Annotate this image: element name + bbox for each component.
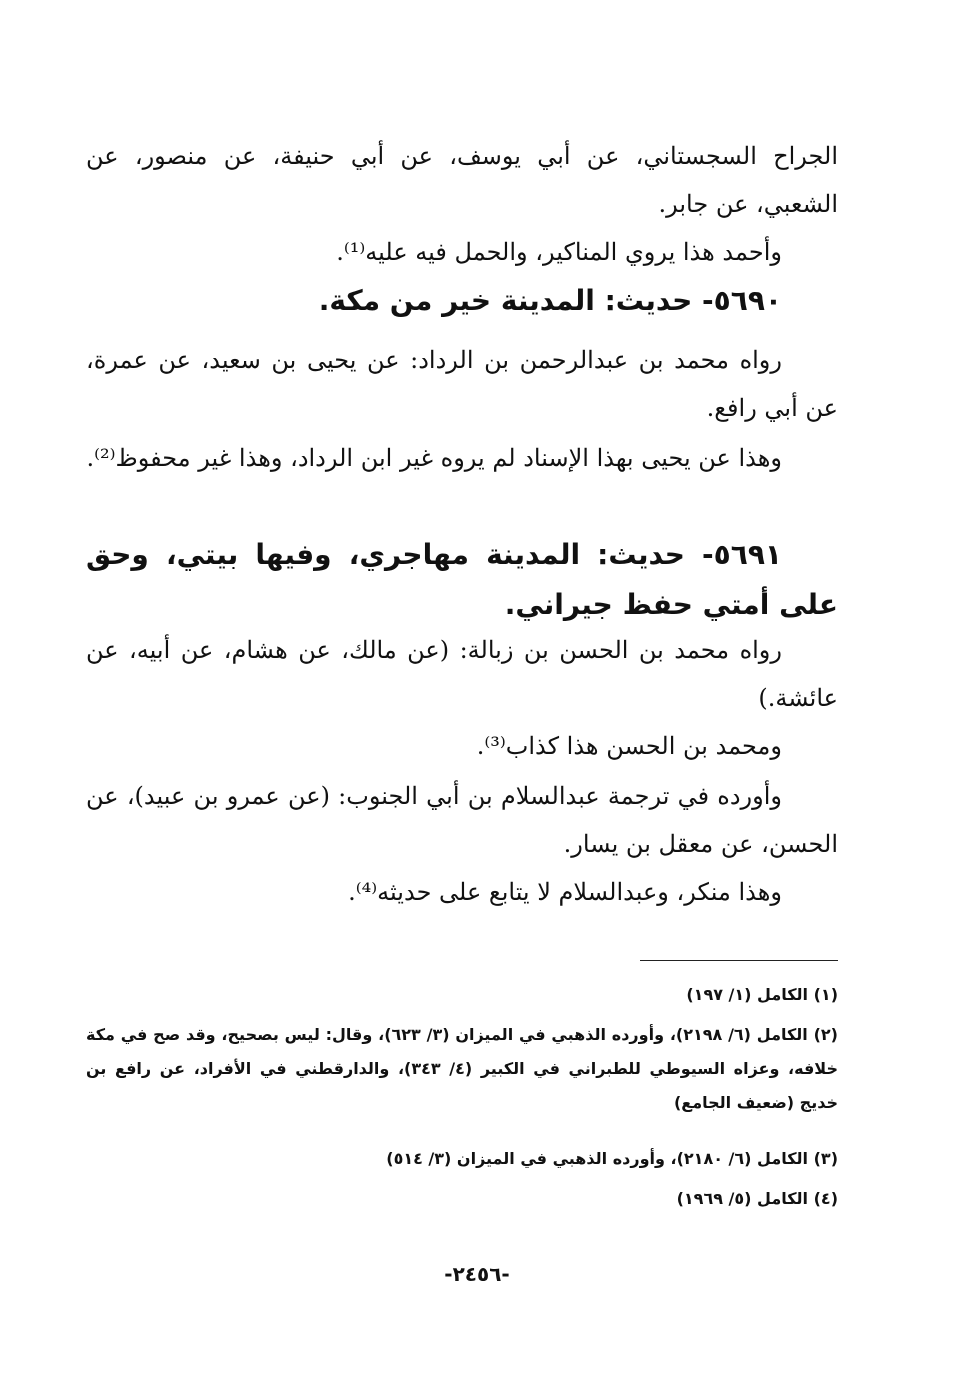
page-number: -٢٤٥٦-	[444, 1262, 510, 1286]
hadith-heading-5691: ٥٦٩١- حديث: المدينة مهاجري، وفيها بيتي، وحق على أمتي حفظ جيراني.	[86, 538, 838, 621]
paragraph-narration-5691: رواه محمد بن الحسن بن زبالة: (عن مالك، عن هشام، عن أبيه، عن عائشة.)	[86, 636, 838, 712]
paragraph-chain-continuation: الجراح السجستاني، عن أبي يوسف، عن أبي حنيفة، عن منصور، عن الشعبي، عن جابر.	[86, 142, 838, 218]
footnote-1: (١) الكامل (١/ ١٩٧)	[686, 985, 838, 1004]
paragraph-alternate-chain: وأورده في ترجمة عبدالسلام بن أبي الجنوب: (عن عمرو بن عبيد)، عن الحسن، عن معقل بن يسار.	[86, 782, 838, 858]
footnote-3: (٣) الكامل (٦/ ٢١٨٠)، وأورده الذهبي في الميزان (٣/ ٥١٤)	[386, 1149, 838, 1168]
paragraph-narrator-judgement: ومحمد بن الحسن هذا كذاب⁽³⁾.	[476, 732, 782, 760]
footnote-4: (٤) الكامل (٥/ ١٩٦٩)	[676, 1189, 838, 1208]
footnote-separator	[640, 960, 838, 961]
hadith-heading-5690: ٥٦٩٠- حديث: المدينة خير من مكة.	[318, 284, 782, 317]
paragraph-narration-5690: رواه محمد بن عبدالرحمن بن الرداد: عن يحيى بن سعيد، عن عمرة، عن أبي رافع.	[86, 346, 838, 422]
paragraph-evaluation-5690: وهذا عن يحيى بهذا الإسناد لم يروه غير ابن الرداد، وهذا غير محفوظ⁽²⁾.	[86, 444, 782, 472]
paragraph-narrator-note: وأحمد هذا يروي المناكير، والحمل فيه عليه⁽¹⁾.	[336, 238, 782, 266]
paragraph-final-judgement: وهذا منكر، وعبدالسلام لا يتابع على حديثه⁽⁴⁾.	[348, 878, 782, 906]
footnote-2: (٢) الكامل (٦/ ٢١٩٨)، وأورده الذهبي في الميزان (٣/ ٦٢٣)، وقال: ليس بصحيح، وقد صح في مكة خلافه، وعزاه السيوطي للطبراني في الكبير (٤/ ٣٤٣)، والدارقطني في الأفراد، عن رافع بن خديج (ضعيف الجامع)	[86, 1025, 838, 1112]
